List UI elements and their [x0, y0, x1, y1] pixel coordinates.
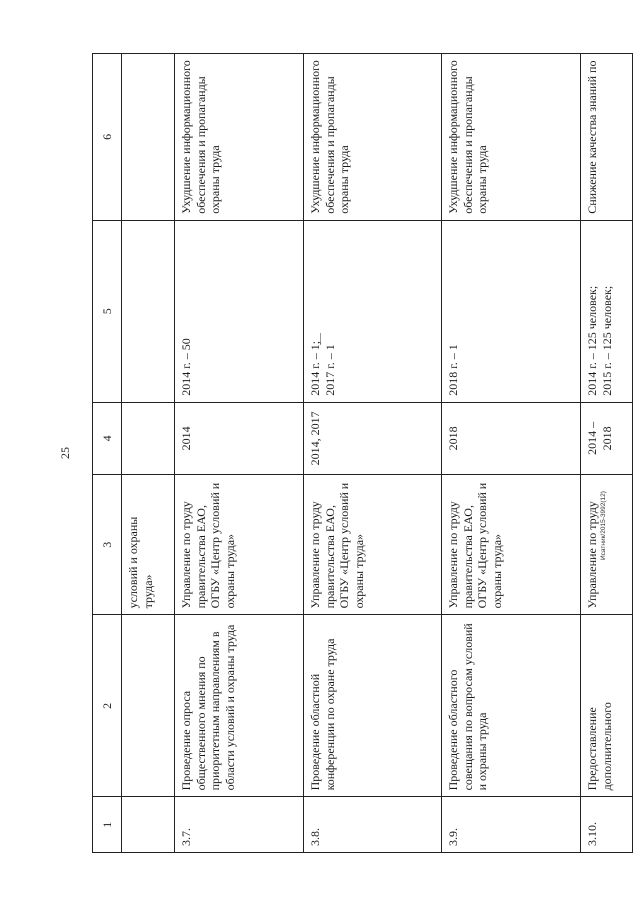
table-row-3-9: [442, 54, 581, 853]
page-number: 25: [58, 447, 72, 459]
cell-executor: Управление по труду правительства ЕАО, ОГБУ «Центр условий и охраны труда»: [304, 475, 442, 615]
cell-period: 2014, 2017: [304, 402, 442, 474]
indicator-line: 2017 г. – 1: [322, 344, 337, 396]
cell-consequence: Снижение качества знаний по: [581, 54, 633, 221]
indicator-line: 2014 г. – 1;: [308, 340, 322, 396]
cell-measure: Проведение опроса общественного мнения по приоритетным направлениям в области условий и охраны труда: [175, 615, 304, 797]
cell-number: 3.8.: [304, 797, 442, 853]
header-col-4: 4: [93, 402, 122, 474]
cell-executor: Управление по труду правительства ЕАО, ОГБУ «Центр условий и охраны труда»: [442, 475, 581, 615]
cell-indicator: 2014 г. – 50: [175, 220, 304, 402]
cell-consequence: Ухудшение информационного обеспечения и пропаганды охраны труда: [442, 54, 581, 221]
cell-consequence: [122, 54, 175, 221]
cell-consequence: Ухудшение информационного обеспечения и пропаганды охраны труда: [304, 54, 442, 221]
cell-indicator: [304, 220, 442, 402]
cell-period: 2014: [175, 402, 304, 474]
cell-number: 3.7.: [175, 797, 304, 853]
measures-table: [92, 53, 633, 853]
cell-measure: Проведение областной конференции по охране труда: [304, 615, 442, 797]
rotated-content: [58, 53, 614, 853]
cell-indicator: 2018 г. – 1: [442, 220, 581, 402]
cell-period: 2014 – 2018: [581, 402, 633, 474]
cell-measure: Проведение областного совещания по вопросам условий и охраны труда: [442, 615, 581, 797]
cell-number: 3.10.: [581, 797, 633, 853]
header-col-5: 5: [93, 220, 122, 402]
header-col-2: 2: [93, 615, 122, 797]
cell-measure: [122, 615, 175, 797]
table-row-3-8: [304, 54, 442, 853]
cell-executor: Управление по труду правительства ЕАО, ОГБУ «Центр условий и охраны труда»: [175, 475, 304, 615]
table-row-3-10: [581, 54, 633, 853]
table-row-continuation: [122, 54, 175, 853]
cell-number: [122, 797, 175, 853]
header-row: [93, 54, 122, 853]
cell-period: [122, 402, 175, 474]
indicator-line: 2015 г. – 125 человек;: [599, 285, 614, 396]
header-col-1: 1: [93, 797, 122, 853]
cell-executor: условий и охраны труда»: [122, 475, 175, 615]
header-col-3: 3: [93, 475, 122, 615]
document-code: Исатник/2015-3992(12): [600, 491, 607, 560]
cell-indicator: [581, 220, 633, 402]
cell-indicator: [122, 220, 175, 402]
cell-period: 2018: [442, 402, 581, 474]
cell-measure: Предоставление дополнительного: [581, 615, 633, 797]
table-row-3-7: [175, 54, 304, 853]
cell-executor: Управление по труду: [581, 475, 633, 615]
cell-consequence: Ухудшение информационного обеспечения и пропаганды охраны труда: [175, 54, 304, 221]
cell-number: 3.9.: [442, 797, 581, 853]
indicator-line: 2014 г. – 125 человек;: [585, 285, 599, 396]
header-col-6: 6: [93, 54, 122, 221]
